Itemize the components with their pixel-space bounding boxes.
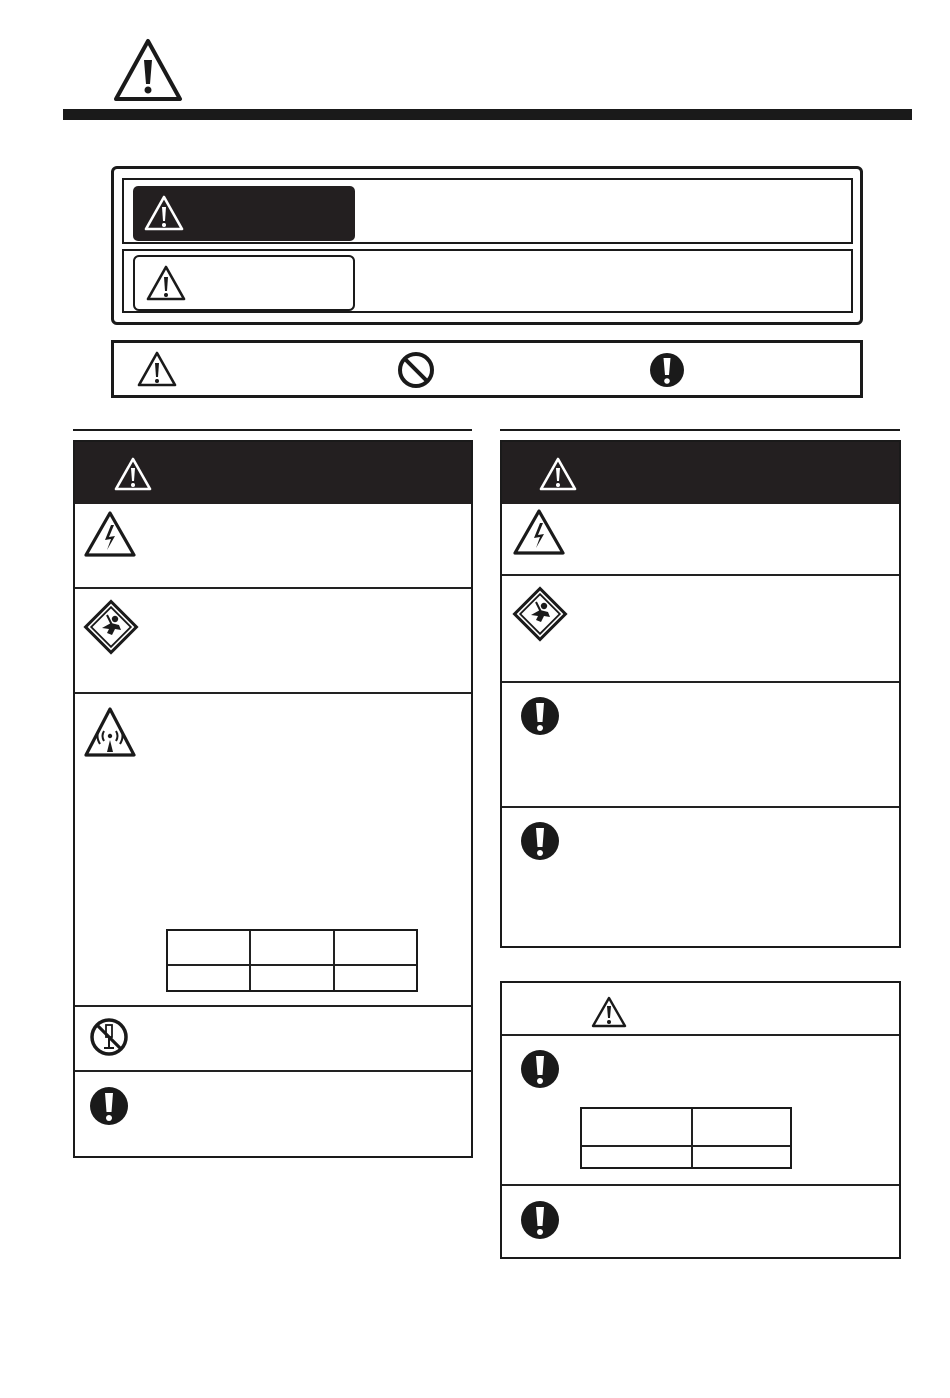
right-caution-panel bbox=[500, 981, 901, 1259]
exclamation-circle-icon bbox=[520, 1199, 560, 1241]
header-rule bbox=[63, 109, 912, 120]
row-divider bbox=[75, 692, 471, 694]
fall-hazard-icon bbox=[510, 584, 570, 644]
signal-word-box bbox=[111, 166, 863, 325]
no-disassembly-icon bbox=[89, 1017, 129, 1057]
legend-prohibition-icon bbox=[397, 351, 435, 389]
left-warning-panel bbox=[73, 440, 473, 1158]
legend-mandatory-icon bbox=[649, 351, 685, 389]
row-divider bbox=[502, 1184, 899, 1186]
electric-shock-icon bbox=[512, 508, 566, 556]
caution-triangle-icon bbox=[145, 264, 187, 302]
caution-label-block bbox=[133, 255, 355, 311]
row-divider bbox=[502, 806, 899, 808]
left-top-rule bbox=[73, 429, 472, 431]
warning-label-block bbox=[133, 186, 355, 241]
caution-row bbox=[122, 249, 853, 313]
symbol-legend bbox=[111, 340, 863, 398]
distance-table bbox=[166, 929, 418, 992]
exclamation-circle-icon bbox=[89, 1085, 129, 1127]
table-col-divider bbox=[333, 931, 335, 990]
row-divider bbox=[75, 1070, 471, 1072]
row-divider bbox=[502, 574, 899, 576]
electric-shock-icon bbox=[83, 510, 137, 558]
warning-triangle-icon bbox=[538, 456, 578, 492]
row-divider bbox=[75, 587, 471, 589]
right-top-rule bbox=[500, 429, 900, 431]
caution-triangle-icon bbox=[590, 995, 628, 1029]
table-row-divider bbox=[582, 1145, 790, 1147]
legend-warning-icon bbox=[136, 350, 178, 388]
exclamation-circle-icon bbox=[520, 820, 560, 862]
row-divider bbox=[502, 1034, 899, 1036]
fall-hazard-icon bbox=[81, 597, 141, 657]
spec-table bbox=[580, 1107, 792, 1169]
row-divider bbox=[502, 681, 899, 683]
radio-frequency-hazard-icon bbox=[83, 706, 137, 758]
right-warning-panel bbox=[500, 440, 901, 948]
left-warning-header bbox=[75, 442, 471, 504]
table-col-divider bbox=[249, 931, 251, 990]
table-col-divider bbox=[691, 1109, 693, 1167]
warning-row bbox=[122, 178, 853, 244]
exclamation-circle-icon bbox=[520, 695, 560, 737]
row-divider bbox=[75, 1005, 471, 1007]
warning-triangle-icon bbox=[113, 456, 153, 492]
warning-triangle-icon bbox=[143, 194, 185, 232]
exclamation-circle-icon bbox=[520, 1048, 560, 1090]
table-row-divider bbox=[168, 964, 416, 966]
right-warning-header bbox=[502, 442, 899, 504]
header-warning-icon bbox=[113, 38, 183, 102]
